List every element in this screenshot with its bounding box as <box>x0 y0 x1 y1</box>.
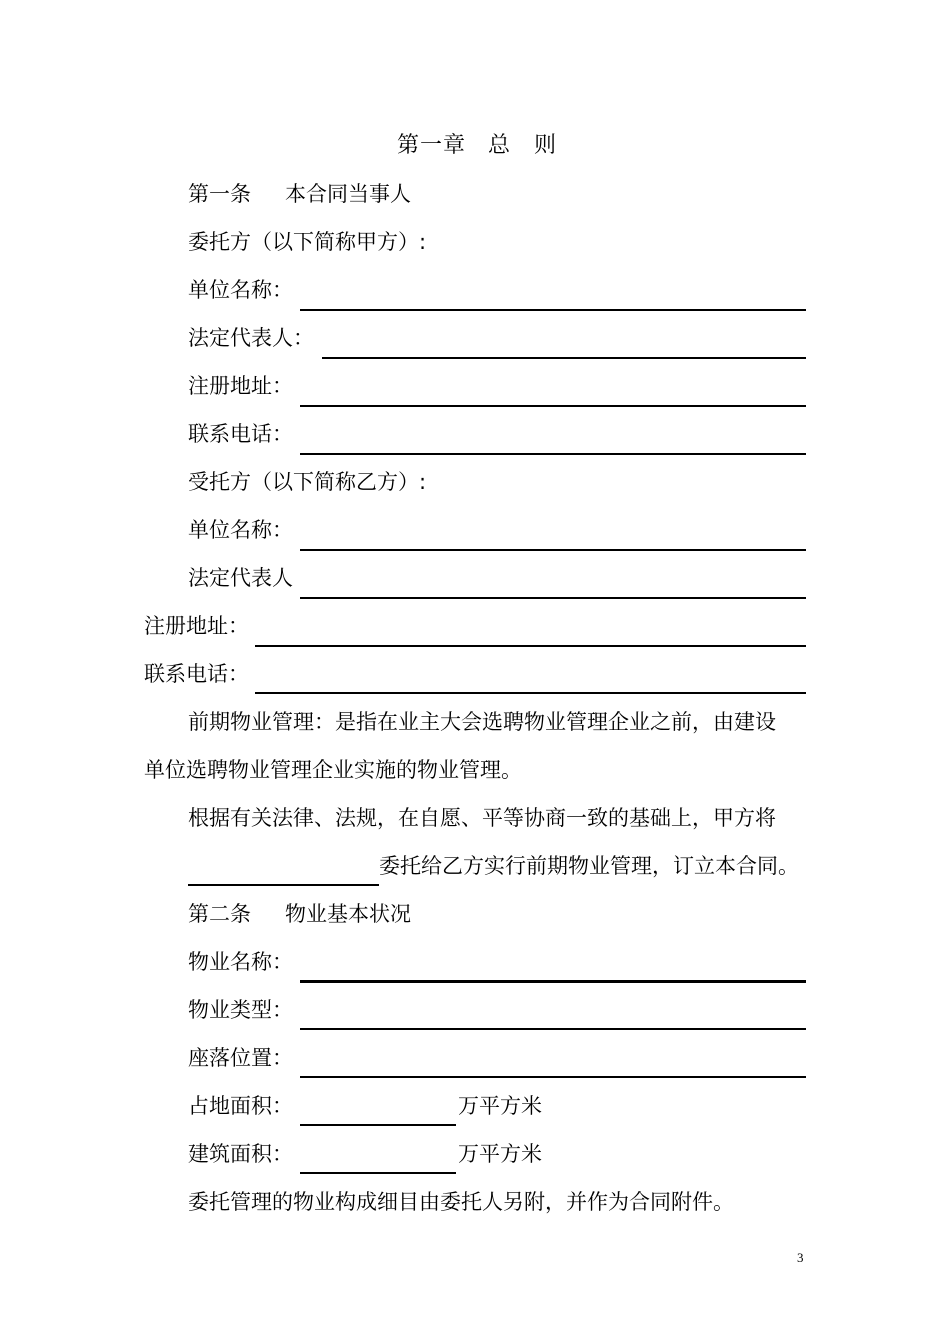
article-2-heading <box>188 899 411 929</box>
building-area-field[interactable] <box>300 1172 456 1174</box>
party-a-unit-name-label: 单位名称： <box>188 278 293 302</box>
property-name-label: 物业名称： <box>188 950 293 974</box>
article-1-title: 本合同当事人 <box>285 182 411 206</box>
party-a-address-label: 注册地址： <box>188 374 293 398</box>
party-b-unit-name-label: 单位名称： <box>188 518 293 542</box>
building-area-unit: 万平方米 <box>458 1142 542 1166</box>
property-type-label: 物业类型： <box>188 998 293 1022</box>
chapter-title <box>397 131 557 161</box>
property-note: 委托管理的物业构成细目由委托人另附，并作为合同附件。 <box>188 1190 734 1214</box>
chapter-name: 总 则 <box>488 133 558 158</box>
property-name-field[interactable] <box>300 980 806 983</box>
property-type-field[interactable] <box>300 1028 806 1030</box>
party-b-legal-rep-label: 法定代表人 <box>188 566 293 590</box>
party-b-heading: 受托方（以下简称乙方）: <box>188 470 427 494</box>
article-1-number: 第一条 <box>188 182 251 206</box>
property-location-field[interactable] <box>300 1076 806 1078</box>
land-area-unit: 万平方米 <box>458 1094 542 1118</box>
party-b-phone-field[interactable] <box>255 692 806 694</box>
property-location-label: 座落位置： <box>188 1046 293 1070</box>
land-area-field[interactable] <box>300 1124 456 1126</box>
definition-line-2: 单位选聘物业管理企业实施的物业管理。 <box>144 758 522 782</box>
party-a-unit-name-field[interactable] <box>300 309 806 311</box>
basis-line-1: 根据有关法律、法规，在自愿、平等协商一致的基础上，甲方将 <box>188 806 776 830</box>
land-area-label: 占地面积： <box>188 1094 293 1118</box>
article-2-number: 第二条 <box>188 902 251 926</box>
party-a-heading: 委托方（以下简称甲方）: <box>188 230 427 254</box>
definition-line-1: 前期物业管理：是指在业主大会选聘物业管理企业之前，由建设 <box>188 710 776 734</box>
page-number: 3 <box>797 1250 804 1265</box>
party-b-address-label: 注册地址： <box>144 614 249 638</box>
party-a-legal-rep-label: 法定代表人： <box>188 326 314 350</box>
party-a-legal-rep-field[interactable] <box>322 357 806 359</box>
party-b-address-field[interactable] <box>255 645 806 647</box>
party-b-unit-name-field[interactable] <box>300 549 806 551</box>
party-a-address-field[interactable] <box>300 405 806 407</box>
article-2-title: 物业基本状况 <box>285 902 411 926</box>
chapter-prefix: 第一章 <box>397 133 467 158</box>
party-a-phone-field[interactable] <box>300 453 806 455</box>
party-a-phone-label: 联系电话： <box>188 422 293 446</box>
article-1-heading <box>188 179 411 209</box>
building-area-label: 建筑面积： <box>188 1142 293 1166</box>
basis-line-2: 委托给乙方实行前期物业管理，订立本合同。 <box>379 854 799 878</box>
entrusted-property-field[interactable] <box>188 884 379 886</box>
party-b-legal-rep-field[interactable] <box>300 597 806 599</box>
party-b-phone-label: 联系电话： <box>144 662 249 686</box>
